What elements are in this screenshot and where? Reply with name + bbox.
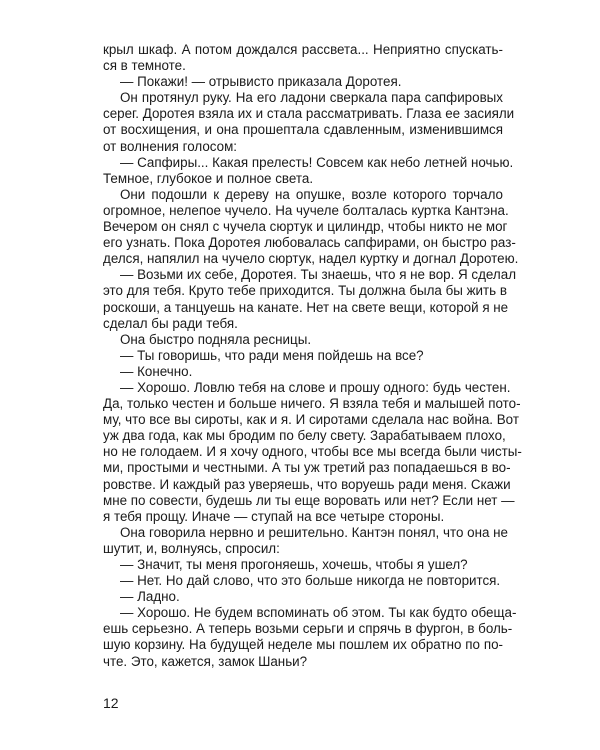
text-line: — Покажи! — отрывисто приказала Доротея. <box>120 74 402 90</box>
text-line: шую корзину. На будущей неделе мы пошлем их обратно по по- <box>103 637 503 653</box>
text-line: — Хорошо. Не будем вспоминать об этом. Ты как будто обеща- <box>120 605 517 621</box>
text-line: чте. Это, кажется, замок Шаньи? <box>103 653 308 669</box>
text-line: — Значит, ты меня прогоняешь, хочешь, чтобы я ушел? <box>120 557 468 572</box>
text-line: му, что все вы сироты, как и я. И сиротами сделала нас война. Вот <box>103 412 519 428</box>
text-line: — Хорошо. Ловлю тебя на слове и прошу одного: будь честен. <box>120 379 511 395</box>
text-line: — Ты говоришь, что ради меня пойдешь на все? <box>120 347 424 363</box>
text-line: это для тебя. Круто тебе приходится. Ты должна была бы жить в <box>103 283 507 299</box>
text-line: Вечером он снял с чучела сюртук и цилиндр, чтобы никто не мог <box>103 219 508 235</box>
text-line: делся, напялил на чучело сюртук, надел куртку и догнал Доротею. <box>103 251 519 267</box>
text-line: шутит, и, волнуясь, спросил: <box>103 540 280 556</box>
text-line: — Возьми их себе, Доротея. Ты знаешь, что я не вор. Я сделал <box>120 267 517 283</box>
text-line: ми, простыми и честными. А ты уж третий раз попадаешься в во- <box>103 460 511 476</box>
text-line: ся в темноте. <box>103 58 186 74</box>
text-line: огромное, нелепое чучело. На чучеле болталась куртка Кантэна. <box>103 202 509 218</box>
text-line: Она говорила нервно и решительно. Кантэн понял, что она не <box>120 524 508 540</box>
text-line: — Нет. Но дай слово, что это больше никогда не повторится. <box>120 573 501 589</box>
text-line: но не голодаем. И я хочу одного, чтобы все мы всегда были чисты- <box>103 444 522 460</box>
text-line: ровстве. И каждый раз уверяешь, что воруешь ради меня. Скажи <box>103 476 511 492</box>
text-line: от волнения голосом: <box>103 138 237 154</box>
text-line: ешь серьезно. А теперь возьми серьги и спрячь в фургон, в боль- <box>103 621 513 637</box>
text-line: от восхищения, и она прошептала сдавленным, изменившимся <box>103 122 503 138</box>
text-line: сделал бы ради тебя. <box>103 315 238 331</box>
text-line: серег. Доротея взяла их и стала рассматривать. Глаза ее засияли <box>103 106 515 122</box>
text-line: Она быстро подняла ресницы. <box>120 331 312 347</box>
text-line: Темное, глубокое и полное света. <box>103 170 314 186</box>
text-line: крыл шкаф. А потом дождался рассвета... Неприятно спускать- <box>103 42 503 57</box>
page-number: 12 <box>103 695 119 711</box>
text-line: Он протянул руку. На его ладони сверкала пара сапфировых <box>120 90 503 106</box>
text-line: его узнать. Пока Доротея любовалась сапфирами, он быстро раз- <box>103 235 516 251</box>
text-line: я тебя прощу. Иначе — ступай на все четыре стороны. <box>103 508 445 524</box>
text-line: роскоши, а танцуешь на канате. Нет на свете вещи, которой я не <box>103 299 509 315</box>
text-line: Они подошли к дереву на опушке, возле которого торчало <box>120 186 503 202</box>
text-line: — Конечно. <box>120 363 193 379</box>
text-line: Да, только честен и больше ничего. Я взяла тебя и малышей пото- <box>103 396 521 412</box>
text-line: уж два года, как мы бродим по белу свету. Зарабатываем плохо, <box>103 428 506 444</box>
text-line: — Ладно. <box>120 589 180 605</box>
text-line: — Сапфиры... Какая прелесть! Совсем как небо летней ночью. <box>120 154 514 170</box>
book-page-text <box>103 42 522 670</box>
text-line: мне по совести, будешь ли ты еще воровать или нет? Если нет — <box>103 492 515 508</box>
